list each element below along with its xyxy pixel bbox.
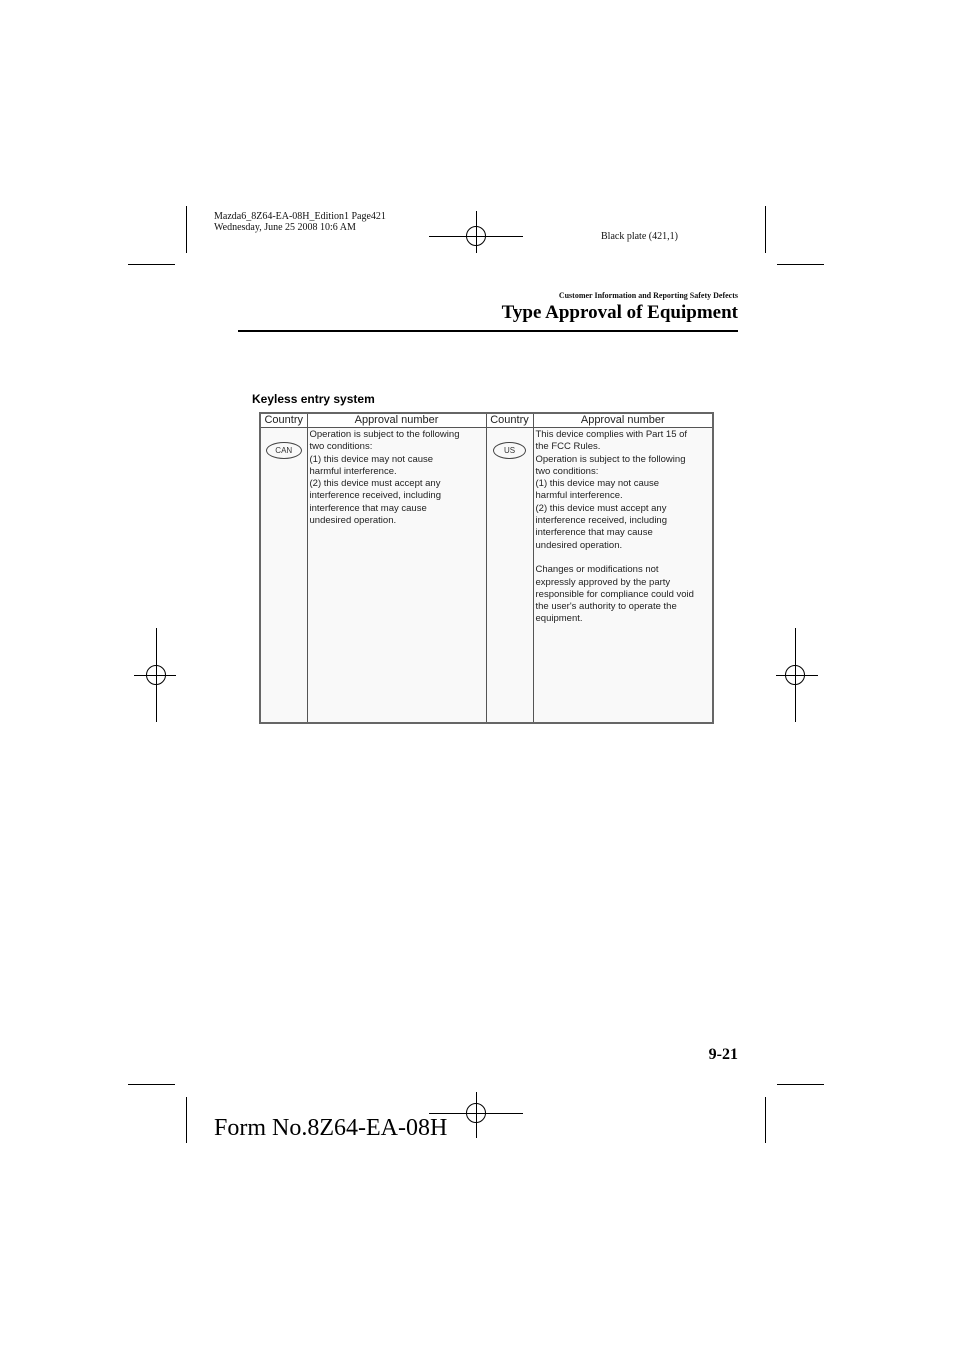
country-cell-us — [486, 428, 533, 724]
print-header-plate: Black plate (421,1) — [601, 231, 678, 242]
page-number: 9-21 — [708, 1046, 738, 1063]
table-row — [260, 428, 713, 724]
column-header-country: Country — [486, 413, 533, 428]
country-badge-can: CAN — [266, 442, 302, 459]
column-header-approval-number: Approval number — [307, 413, 486, 428]
country-badge-us: US — [493, 442, 526, 459]
approval-text-can: Operation is subject to the following two conditions: (1) this device may not cause harmful interference. (2) this device must accept any interference received, including interference that may cause undesired operation. — [309, 429, 460, 527]
form-number: Form No.8Z64-EA-08H — [214, 1115, 448, 1141]
section-label: Customer Information and Reporting Safety Defects — [558, 291, 738, 300]
column-header-country: Country — [260, 413, 307, 428]
approval-cell-can — [307, 428, 486, 724]
approval-text-us: This device complies with Part 15 of the FCC Rules. Operation is subject to the following two conditions: (1) this device may not cause harmful interference. (2) this device must accept any interference received, including interference that may cause undesired operation. Changes or modifications not expressly approved by the party responsible for compliance could void the user's authority to operate the equipment. — [535, 429, 694, 625]
title-rule — [238, 330, 738, 332]
print-header-file: Mazda6_8Z64-EA-08H_Edition1 Page421 — [214, 211, 386, 222]
print-header-date: Wednesday, June 25 2008 10:6 AM — [214, 222, 356, 233]
approval-cell-us — [533, 428, 713, 724]
subsection-title: Keyless entry system — [252, 392, 375, 406]
page-title: Type Approval of Equipment — [501, 302, 738, 323]
approval-table — [259, 412, 714, 724]
column-header-approval-number: Approval number — [533, 413, 713, 428]
table-header-row — [260, 413, 713, 428]
country-cell-can — [260, 428, 307, 724]
